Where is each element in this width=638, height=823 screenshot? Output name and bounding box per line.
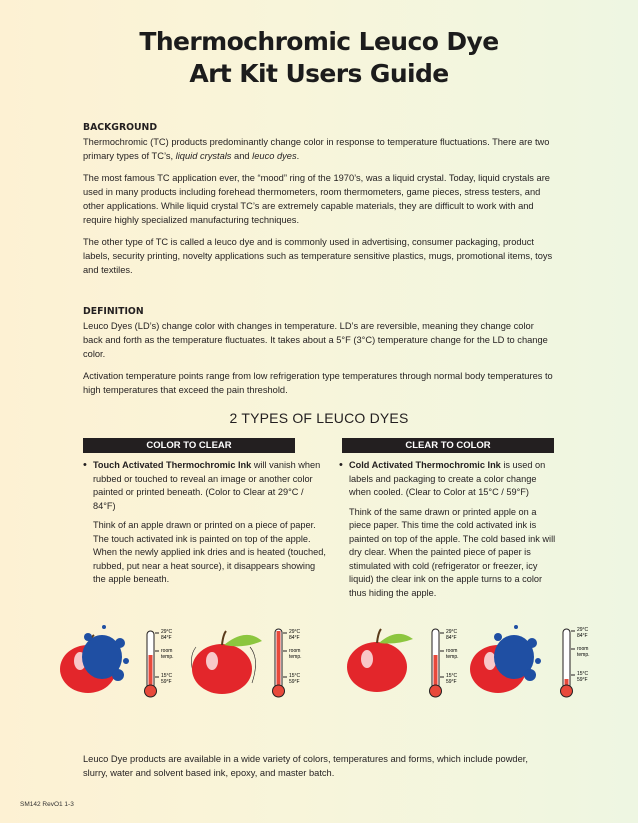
svg-text:15°C: 15°C <box>289 673 301 679</box>
svg-text:15°C: 15°C <box>446 673 458 679</box>
types-heading: 2 TYPES OF LEUCO DYES <box>229 410 409 426</box>
definition-paragraph-2: Activation temperature points range from low refrigeration type temperatures through normal body temperatures to high temperatures that exceed the pain threshold. <box>83 371 553 395</box>
svg-text:84°F: 84°F <box>289 635 300 641</box>
thermometer-icon <box>430 629 445 697</box>
svg-text:room: room <box>577 646 589 652</box>
illustration-ink-applied <box>58 617 188 705</box>
svg-text:59°F: 59°F <box>289 679 300 685</box>
svg-text:59°F: 59°F <box>577 677 588 683</box>
bullet: • <box>83 459 87 471</box>
title-line-1: Thermochromic Leuco Dye <box>139 27 499 56</box>
svg-text:15°C: 15°C <box>577 671 589 677</box>
svg-text:temp.: temp. <box>161 654 174 660</box>
definition-section <box>83 305 553 405</box>
background-paragraph-3: The other type of TC is called a leuco dye and is commonly used in advertising, consumer packaging, product labels, security printing, novelty applications such as temperature sensitive plastics, mugs, promotional items, toys and textiles. <box>83 237 553 275</box>
svg-text:room: room <box>161 648 173 654</box>
illustration-ink-clear <box>343 617 473 705</box>
thermometer-icon <box>561 629 576 697</box>
touch-ink-description: Touch Activated Thermochromic Ink will vanish when rubbed or touched to reveal an image or another color painted or printed beneath. (Color to Clear at 29°C / 84°F) <box>93 460 321 511</box>
clear-to-color-column <box>339 459 557 606</box>
document-code: SM142 RevO1 1-3 <box>20 801 74 808</box>
page-title <box>0 26 638 90</box>
svg-text:15°C: 15°C <box>161 673 173 679</box>
svg-text:temp.: temp. <box>289 654 302 660</box>
svg-text:84°F: 84°F <box>161 635 172 641</box>
bullet: • <box>339 459 343 471</box>
thermometer-icon <box>273 629 288 697</box>
svg-text:temp.: temp. <box>577 652 590 658</box>
background-section <box>83 121 553 285</box>
svg-text:29°C: 29°C <box>161 629 173 635</box>
svg-text:84°F: 84°F <box>577 633 588 639</box>
svg-text:room: room <box>289 648 301 654</box>
svg-text:59°F: 59°F <box>446 679 457 685</box>
svg-text:84°F: 84°F <box>446 635 457 641</box>
ink-splat-icon <box>494 625 541 681</box>
ink-splat-icon <box>82 625 129 681</box>
title-line-2: Art Kit Users Guide <box>189 59 449 88</box>
background-heading: BACKGROUND <box>83 122 158 133</box>
cold-ink-example: Think of the same drawn or printed apple on a piece paper. This time the cold activated ink is painted on top of the apple. The cold based ink will dry clear. When the painted piece of paper is stimulated with cold (refrigerator or freezer, icy liquid) the clear ink on the apple turns to a color thus hiding the apple. <box>349 506 556 598</box>
color-to-clear-bar: COLOR TO CLEAR <box>83 438 295 453</box>
color-to-clear-column <box>83 459 328 593</box>
definition-heading: DEFINITION <box>83 306 144 317</box>
apple-icon <box>191 631 262 694</box>
apple-icon <box>347 629 413 692</box>
illustration-ink-vanished <box>186 617 316 705</box>
definition-paragraph-1: Leuco Dyes (LD’s) change color with changes in temperature. LD’s are reversible, meaning they change color back and forth as the temperature fluctuates. It takes about a 5°F (3°C) temperature change for the LD to change color. <box>83 321 548 359</box>
thermometer-icon <box>145 631 160 697</box>
svg-text:29°C: 29°C <box>577 627 589 633</box>
products-note: Leuco Dye products are available in a wide variety of colors, temperatures and forms, which include powder, slurry, water and solvent based ink, epoxy, and master batch. <box>83 754 528 778</box>
svg-text:temp.: temp. <box>446 654 459 660</box>
cold-ink-description: Cold Activated Thermochromic Ink is used on labels and packaging to create a color change when cooled. (Clear to Color at 15°C / 59°F) <box>349 460 546 497</box>
svg-text:59°F: 59°F <box>161 679 172 685</box>
svg-text:29°C: 29°C <box>289 629 301 635</box>
illustration-ink-colored <box>468 617 598 705</box>
svg-text:room: room <box>446 648 458 654</box>
background-paragraph-2: The most famous TC application ever, the “mood” ring of the 1970’s, was a liquid crystal. Today, liquid crystals are used in many products including forehead thermometers, room thermometers, game pieces, stress testers, and other applications. While liquid crystal TC’s are extremely capable materials, they are difficult to work with and require highly specialized manufacturing techniques. <box>83 173 550 225</box>
touch-ink-example: Think of an apple drawn or printed on a piece of paper. The touch activated ink is painted on top of the apple. When the newly applied ink dries and is heated (touched, rubbed, put near a heat source), it disappears showing the apple beneath. <box>93 520 326 584</box>
background-paragraph-1: Thermochromic (TC) products predominantly change color in response to temperature fluctuations. There are two primary types of TC’s, liquid crystals and leuco dyes. <box>83 137 550 161</box>
clear-to-color-bar: CLEAR TO COLOR <box>342 438 554 453</box>
svg-text:29°C: 29°C <box>446 629 458 635</box>
